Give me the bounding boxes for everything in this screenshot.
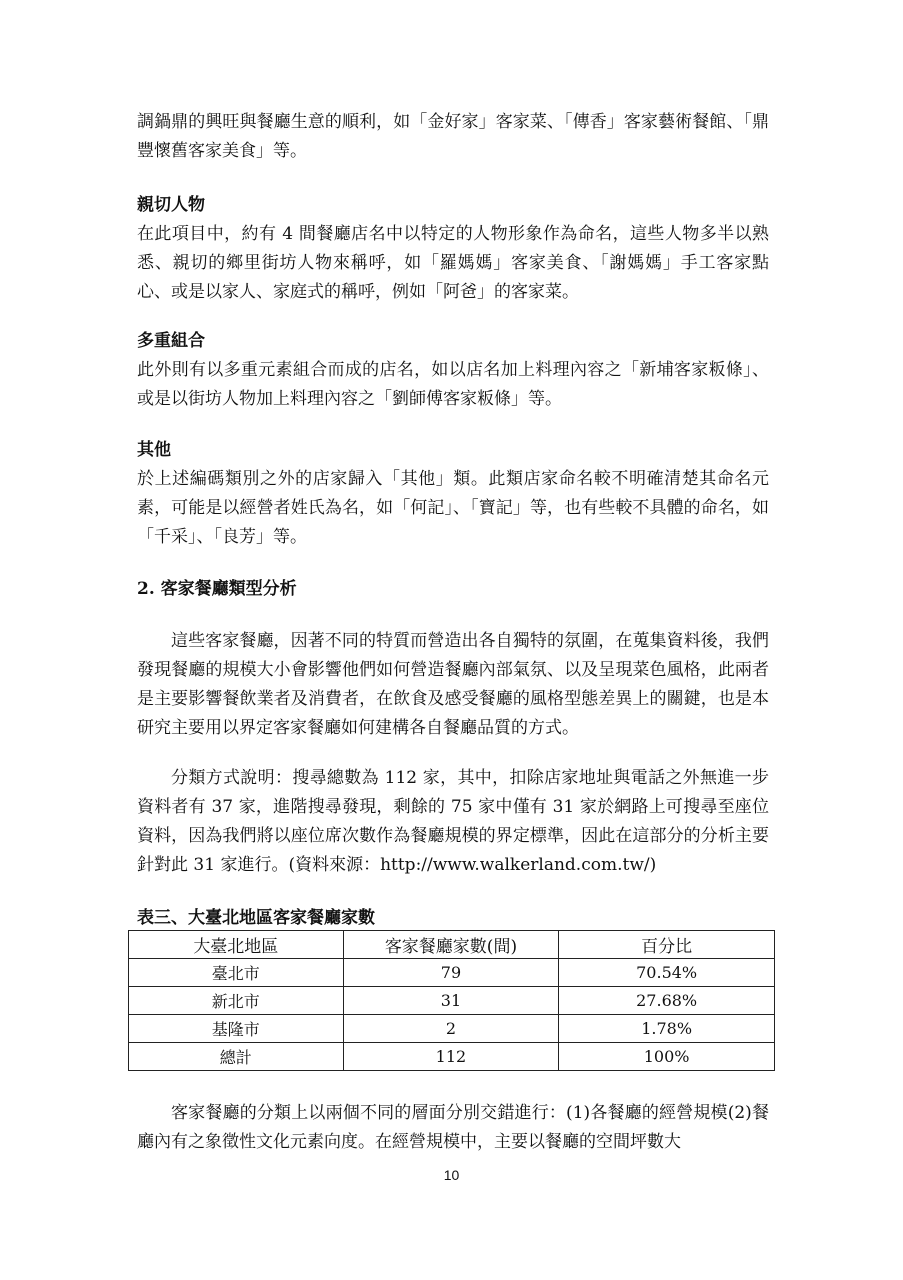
header-count: 客家餐廳家數(間) [343, 931, 559, 959]
page-number: 10 [443, 1167, 460, 1183]
cell-region: 新北市 [129, 987, 344, 1015]
cell-percentage: 1.78% [559, 1015, 775, 1043]
section-title-restaurant-types: 2. 客家餐廳類型分析 [137, 579, 297, 599]
paragraph-classification-dimensions: 客家餐廳的分類上以兩個不同的層面分別交錯進行：(1)各餐廳的經營規模(2)餐廳內有之象徵性文化元素向度。在經營規模中，主要以餐廳的空間坪數大 [137, 1103, 769, 1152]
table-caption: 表三、大臺北地區客家餐廳家數 [137, 908, 375, 928]
table-row [129, 987, 775, 1015]
heading-other: 其他 [137, 440, 171, 460]
paragraph-other: 於上述編碼類別之外的店家歸入「其他」類。此類店家命名較不明確清楚其命名元素，可能是以經營者姓氏為名，如「何記」、「寶記」等，也有些較不具體的命名，如「千采」、「良芳」等。 [137, 469, 769, 547]
table-row [129, 1015, 775, 1043]
paragraph-friendly-people: 在此項目中，約有 4 間餐廳店名中以特定的人物形象作為命名，這些人物多半以熟悉、親切的鄉里街坊人物來稱呼，如「羅媽媽」客家美食、「謝媽媽」手工客家點心、或是以家人、家庭式的稱呼，例如「阿爸」的客家菜。 [137, 224, 769, 302]
paragraph-multiple-combination: 此外則有以多重元素組合而成的店名，如以店名加上料理內容之「新埔客家粄條」、或是以街坊人物加上料理內容之「劉師傅客家粄條」等。 [137, 360, 769, 409]
header-region: 大臺北地區 [129, 931, 344, 959]
cell-region: 臺北市 [129, 959, 344, 987]
cell-percentage: 70.54% [559, 959, 775, 987]
header-percentage: 百分比 [559, 931, 775, 959]
cell-count: 79 [343, 959, 559, 987]
paragraph-analysis: 這些客家餐廳，因著不同的特質而營造出各自獨特的氛圍，在蒐集資料後，我們發現餐廳的規模大小會影響他們如何營造餐廳內部氣氛、以及呈現菜色風格，此兩者是主要影響餐飲業者及消費者，在飲食及感受餐廳的風格型態差異上的關鍵，也是本研究主要用以界定客家餐廳如何建構各自餐廳品質的方式。 [137, 631, 769, 738]
restaurant-count-table [128, 930, 775, 1071]
cell-percentage: 100% [559, 1043, 775, 1071]
heading-friendly-people: 親切人物 [137, 195, 205, 215]
cell-region: 總計 [129, 1043, 344, 1071]
cell-count: 112 [343, 1043, 559, 1071]
cell-percentage: 27.68% [559, 987, 775, 1015]
table-row-total [129, 1043, 775, 1071]
paragraph-intro-continuation: 調鍋鼎的興旺與餐廳生意的順利，如「金好家」客家菜、「傳香」客家藝術餐館、「鼎豐懷舊客家美食」等。 [137, 112, 769, 161]
cell-region: 基隆市 [129, 1015, 344, 1043]
paragraph-classification-method: 分類方式說明：搜尋總數為 112 家，其中，扣除店家地址與電話之外無進一步資料者有 37 家，進階搜尋發現，剩餘的 75 家中僅有 31 家於網路上可搜尋至座位資料，因為我們將以座位席次數作為餐廳規模的界定標準，因此在這部分的分析主要針對此 31 家進行。(資料來源：http://www.walkerland.com.tw/) [137, 768, 769, 875]
heading-multiple-combination: 多重組合 [137, 331, 205, 351]
table-header-row [129, 931, 775, 959]
cell-count: 2 [343, 1015, 559, 1043]
table-row [129, 959, 775, 987]
cell-count: 31 [343, 987, 559, 1015]
